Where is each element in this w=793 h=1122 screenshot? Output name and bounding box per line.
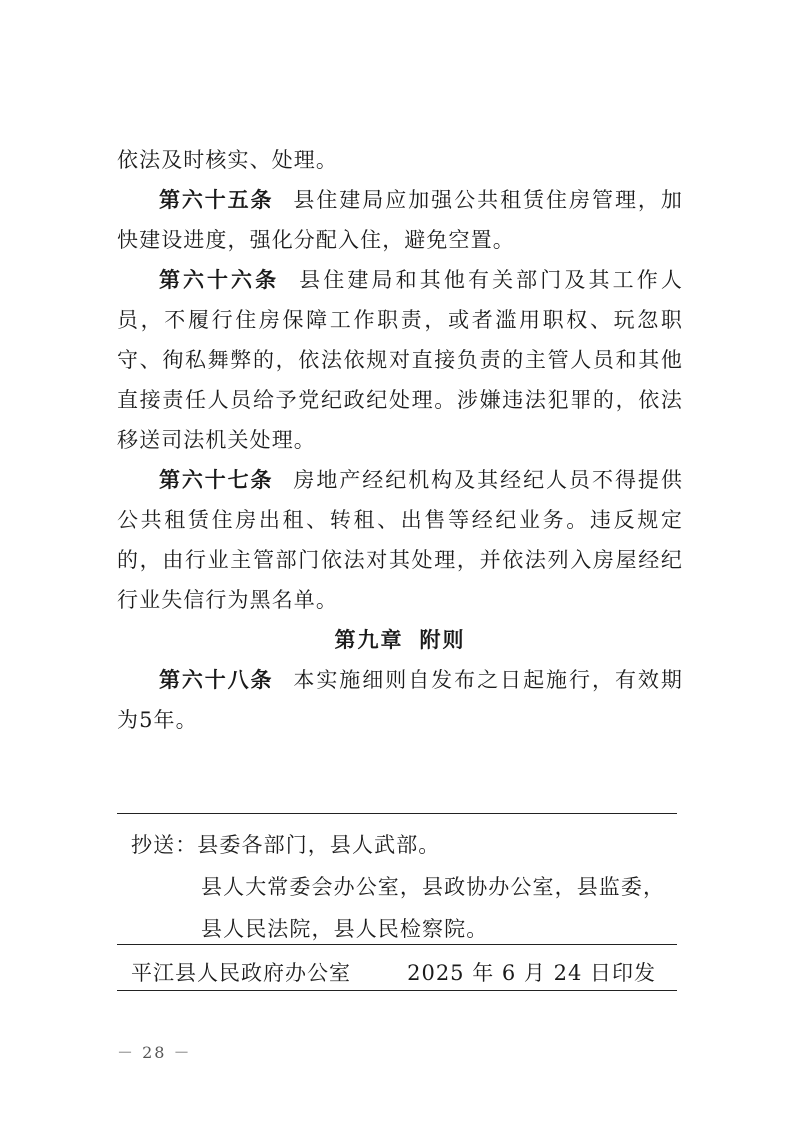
issue-date: 2025 年 6 月 24 日印发	[407, 961, 656, 985]
article-text: 房地产经纪机构及其经纪人员不得提供公共租赁住房出租、转租、出售等经纪业务。违反规定的，由行业主管部门依法对其处理，并依法列入房屋经纪行业失信行为黑名单。	[117, 468, 683, 612]
cc-top-rule	[117, 813, 677, 814]
cc-line-2: 县人大常委会办公室，县政协办公室，县监委，	[201, 875, 666, 899]
article-text: 县住建局应加强公共租赁住房管理，加快建设进度，强化分配入住，避免空置。	[117, 188, 683, 252]
article-text: 县住建局和其他有关部门及其工作人员，不履行住房保障工作职责，或者滥用职权、玩忽职守、徇私舞弊的，依法依规对直接负责的主管人员和其他直接责任人员给予党纪政纪处理。涉嫌违法犯罪的，依法移送司法机关处理。	[117, 268, 684, 452]
article-66	[117, 260, 683, 460]
article-text: 本实施细则自发布之日起施行，有效期为5年。	[117, 668, 683, 732]
article-67	[117, 460, 683, 620]
article-number: 第六十七条	[159, 467, 274, 492]
cc-line-1: 抄送：县委各部门，县人武部。	[131, 833, 441, 857]
article-65	[117, 180, 683, 260]
chapter-heading	[117, 620, 683, 660]
chapter-number: 第九章	[334, 627, 404, 652]
cc-line-3: 县人民法院，县人民检察院。	[201, 917, 489, 941]
article-number: 第六十五条	[159, 187, 274, 212]
article-number: 第六十六条	[159, 267, 280, 292]
document-body	[117, 140, 683, 740]
page-number: － 28 －	[117, 1043, 192, 1062]
issue-bottom-rule	[117, 990, 677, 991]
chapter-title: 附则	[419, 627, 466, 652]
article-number: 第六十八条	[159, 667, 274, 692]
cc-bottom-rule	[117, 944, 677, 945]
paragraph-continued: 依法及时核实、处理。	[117, 148, 338, 172]
issuing-office: 平江县人民政府办公室	[131, 961, 351, 985]
cc-block	[131, 824, 671, 950]
issue-line	[131, 954, 656, 992]
article-68	[117, 660, 683, 740]
